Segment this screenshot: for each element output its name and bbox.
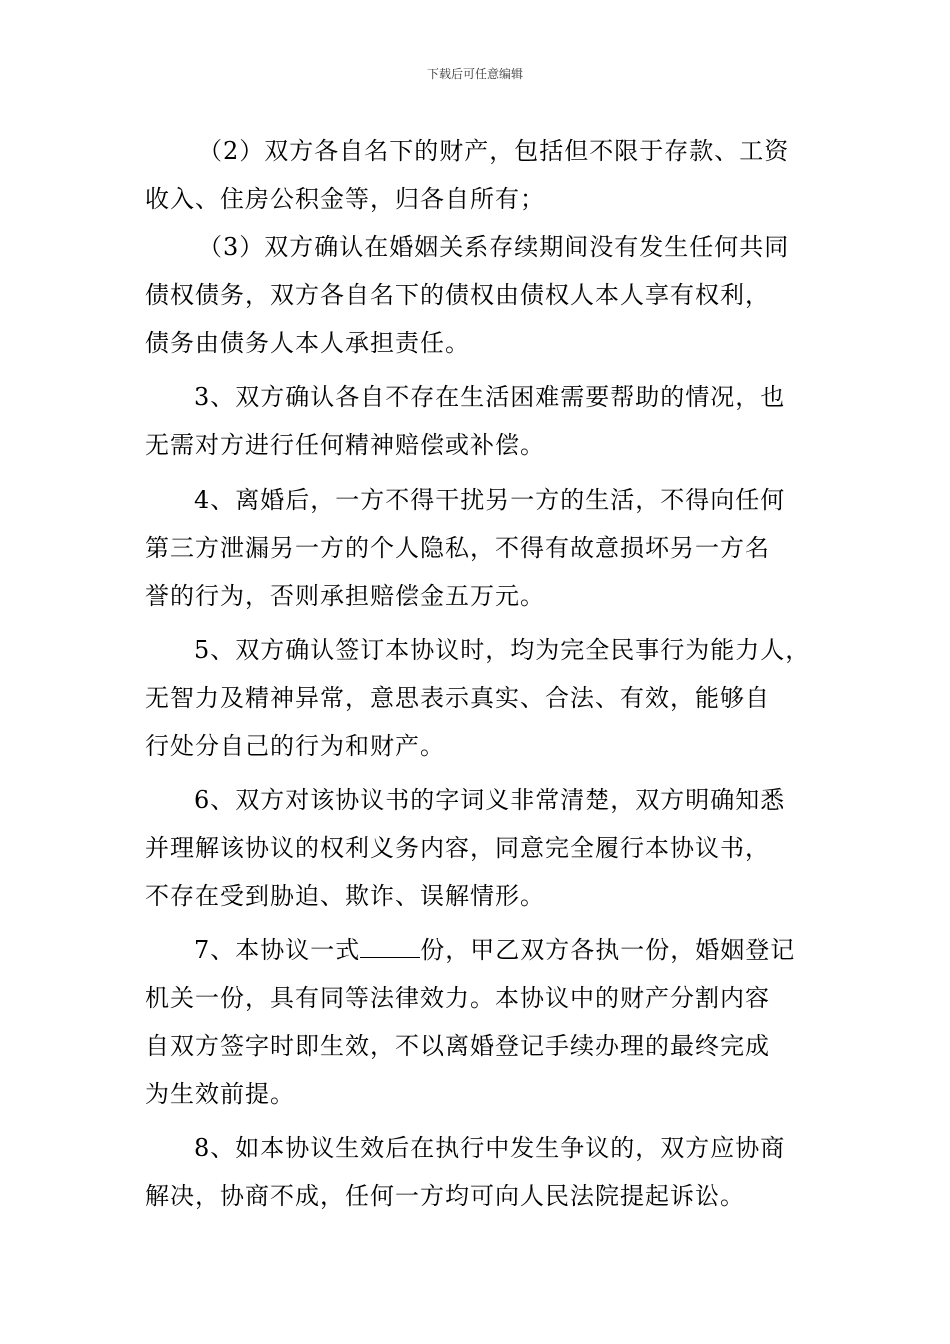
paragraph-line-clause-7: [194, 934, 884, 966]
paragraph-line: 誉的行为，否则承担赔偿金五万元。: [145, 582, 545, 610]
paragraph-line: 债权债务，双方各自名下的债权由债权人本人享有权利，: [145, 281, 770, 309]
paragraph-line: 5、双方确认签订本协议时，均为完全民事行为能力人，: [194, 636, 811, 664]
paragraph-line: 机关一份，具有同等法律效力。本协议中的财产分割内容: [145, 984, 770, 1012]
clause-7-prefix: 7、本协议一式: [194, 936, 361, 964]
clause-7-suffix: 份，甲乙双方各执一份，婚姻登记: [420, 936, 796, 964]
paragraph-line: 债务由债务人本人承担责任。: [145, 329, 470, 357]
header-note: 下载后可任意编辑: [426, 67, 523, 81]
paragraph-line: 为生效前提。: [145, 1080, 295, 1108]
paragraph-line: （3）双方确认在婚姻关系存续期间没有发生任何共同: [198, 233, 790, 261]
paragraph-line: 解决，协商不成，任何一方均可向人民法院提起诉讼。: [145, 1182, 745, 1210]
paragraph-line: 行处分自己的行为和财产。: [145, 732, 445, 760]
paragraph-line: 自双方签字时即生效，不以离婚登记手续办理的最终完成: [145, 1032, 770, 1060]
paragraph-line: 第三方泄漏另一方的个人隐私，不得有故意损坏另一方名: [145, 534, 770, 562]
paragraph-line: 6、双方对该协议书的字词义非常清楚，双方明确知悉: [194, 786, 786, 814]
paragraph-line: 收入、住房公积金等，归各自所有；: [145, 185, 545, 213]
paragraph-line: 无需对方进行任何精神赔偿或补偿。: [145, 431, 545, 459]
paragraph-line: 3、双方确认各自不存在生活困难需要帮助的情况，也: [194, 383, 786, 411]
paragraph-line: 不存在受到胁迫、欺诈、误解情形。: [145, 882, 545, 910]
paragraph-line: 8、如本协议生效后在执行中发生争议的，双方应协商: [194, 1134, 786, 1162]
paragraph-line: 4、离婚后，一方不得干扰另一方的生活，不得向任何: [194, 486, 786, 514]
paragraph-line: （2）双方各自名下的财产，包括但不限于存款、工资: [198, 137, 790, 165]
copies-blank: [360, 935, 420, 958]
paragraph-line: 并理解该协议的权利义务内容，同意完全履行本协议书，: [145, 834, 770, 862]
paragraph-line: 无智力及精神异常，意思表示真实、合法、有效，能够自: [145, 684, 770, 712]
